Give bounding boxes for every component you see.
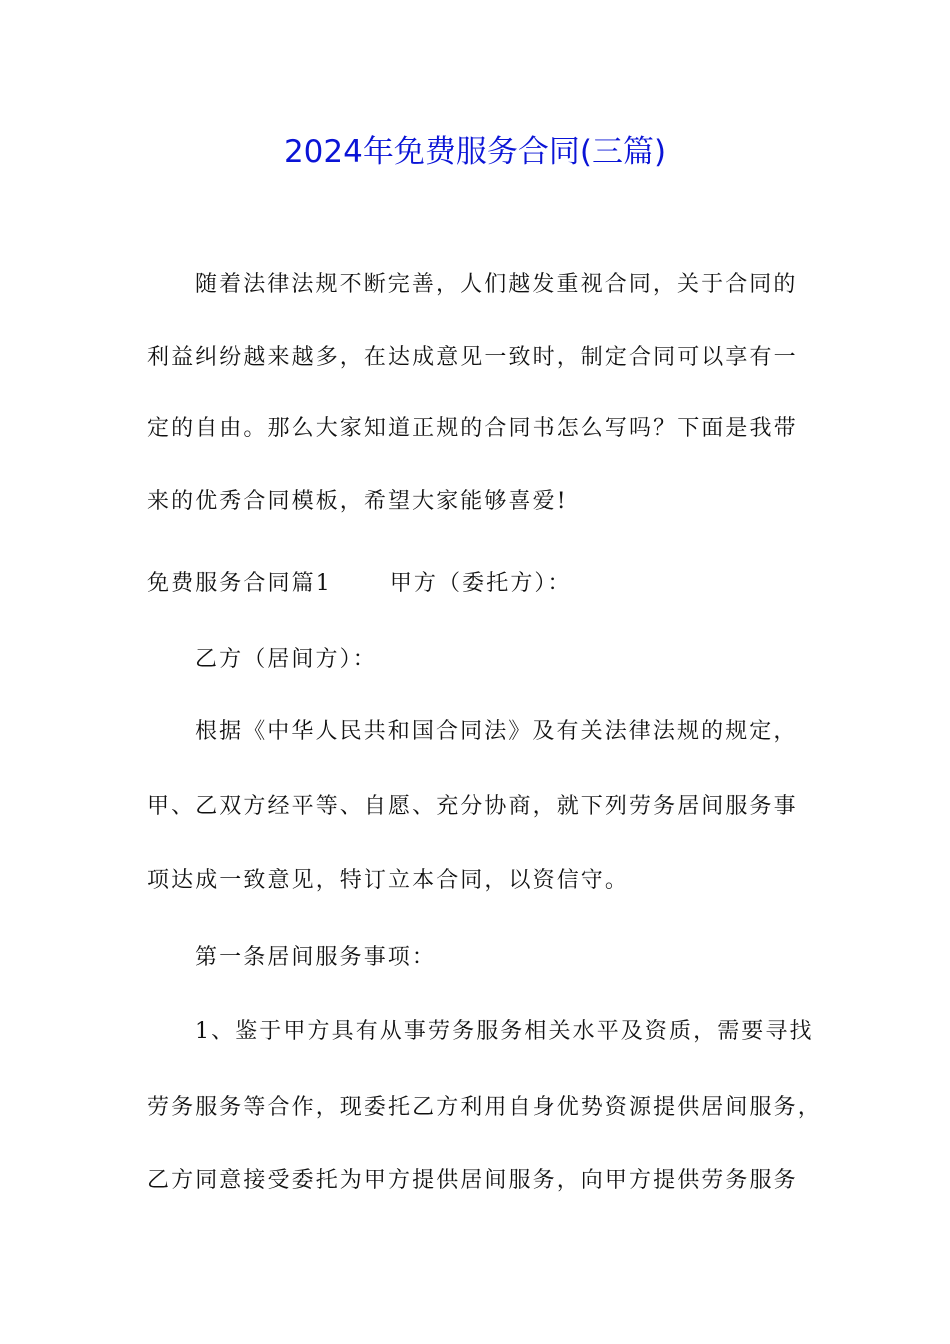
clause-one-line-1: 1、鉴于甲方具有从事劳务服务相关水平及资质，需要寻找 (195, 1019, 814, 1044)
basis-line-2: 甲、乙双方经平等、自愿、充分协商，就下列劳务居间服务事 (147, 794, 798, 819)
intro-line-1: 随着法律法规不断完善，人们越发重视合同，关于合同的 (195, 272, 798, 297)
article-one-heading: 第一条居间服务事项： (195, 945, 437, 970)
clause-one-line-2: 劳务服务等合作，现委托乙方利用自身优势资源提供居间服务， (147, 1095, 822, 1120)
clause-one-line-3: 乙方同意接受委托为甲方提供居间服务，向甲方提供劳务服务 (147, 1168, 798, 1193)
party-a-label: 甲方（委托方）： (389, 571, 572, 596)
section-heading: 免费服务合同篇1 (147, 571, 332, 596)
intro-line-4: 来的优秀合同模板，希望大家能够喜爱! (147, 489, 568, 514)
party-b-label: 乙方（居间方）： (195, 647, 377, 672)
intro-line-2: 利益纠纷越来越多，在达成意见一致时，制定合同可以享有一 (147, 345, 798, 370)
document-title: 2024年免费服务合同(三篇) (283, 134, 667, 170)
section-heading-row (147, 569, 827, 599)
basis-line-1: 根据《中华人民共和国合同法》及有关法律法规的规定， (195, 719, 798, 744)
intro-line-3: 定的自由。那么大家知道正规的合同书怎么写吗？下面是我带 (147, 416, 798, 441)
basis-line-3: 项达成一致意见，特订立本合同，以资信守。 (147, 868, 630, 893)
